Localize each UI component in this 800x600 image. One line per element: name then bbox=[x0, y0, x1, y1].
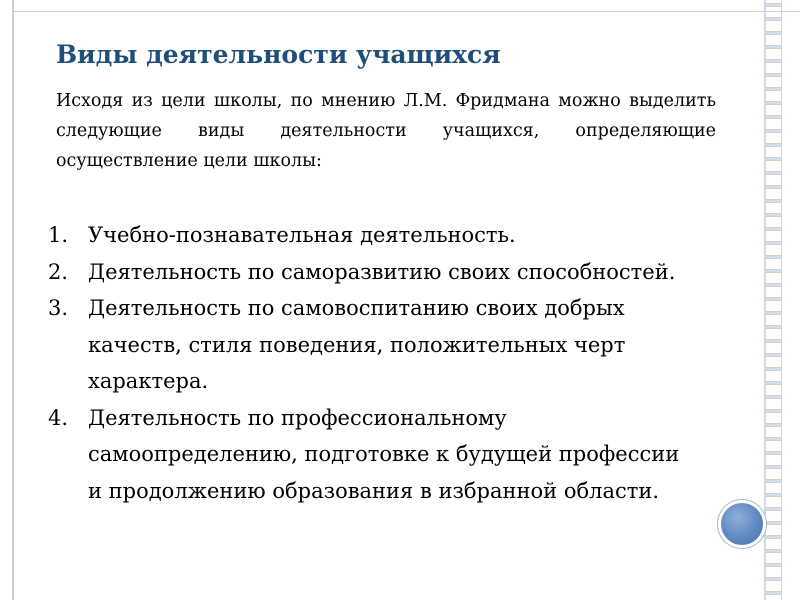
list-item bbox=[48, 400, 688, 510]
list-item-text: Деятельность по самовоспитанию своих добрых качеств, стиля поведения, положительных черт характера. bbox=[88, 296, 626, 393]
activities-list bbox=[48, 217, 688, 509]
blue-circle-icon bbox=[718, 500, 766, 548]
list-item-number: 2. bbox=[48, 259, 69, 284]
list-item bbox=[48, 254, 688, 291]
list-item-number: 3. bbox=[48, 296, 69, 320]
list-item-text: Деятельность по саморазвитию своих способностей. bbox=[88, 259, 676, 284]
list-item bbox=[48, 217, 688, 254]
list-item-text: Учебно-познавательная деятельность. bbox=[88, 223, 516, 247]
slide-intro: Исходя из цели школы, по мнению Л.М. Фридмана можно выделить следующие виды деятельности учащихся, определяющие осуществление цели школы: bbox=[56, 91, 716, 171]
slide-title: Виды деятельности учащихся bbox=[56, 40, 501, 69]
list-item-number: 1. bbox=[48, 223, 69, 247]
list-item bbox=[48, 290, 688, 400]
list-item-number: 4. bbox=[48, 405, 69, 430]
list-item-text: Деятельность по профессиональному самоопределению, подготовке к будущей профессии и продолжению образования в избранной области. bbox=[88, 405, 680, 503]
